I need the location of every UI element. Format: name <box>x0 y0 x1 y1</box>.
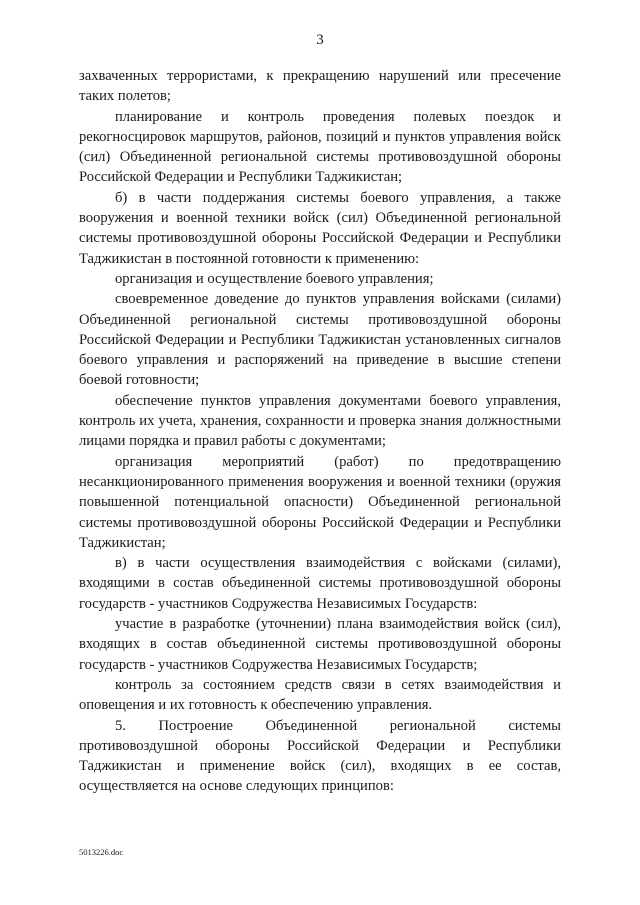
paragraph: организация мероприятий (работ) по предотвращению несанкционированного применения вооружения и военной техники (оружия повышенной потенциальной опасности) Объединенной региональной системы противовоздушной обороны Российской Федерации и Республики Таджикистан; <box>79 453 561 551</box>
paragraph: 5. Построение Объединенной региональной системы противовоздушной обороны Российской Федерации и Республики Таджикистан и применение войск (сил), входящих в ее состав, осуществляется на основе следующих принципов: <box>79 717 561 795</box>
paragraph: планирование и контроль проведения полевых поездок и рекогносцировок маршрутов, районов, позиций и пунктов управления войск (сил) Объединенной региональной системы противовоздушной обороны Российской Федерации и Республики Таджикистан; <box>79 108 561 186</box>
paragraph: б) в части поддержания системы боевого управления, а также вооружения и военной техники войск (сил) Объединенной региональной системы противовоздушной обороны Российской Федерации и Республики Таджикистан в постоянной готовности к применению: <box>79 189 561 267</box>
paragraph: своевременное доведение до пунктов управления войсками (силами) Объединенной региональной системы противовоздушной обороны Российской Федерации и Республики Таджикистан установленных сигналов боевого управления и распоряжений на приведение в высшие степени боевой готовности; <box>79 291 561 389</box>
paragraph: организация и осуществление боевого управления; <box>115 270 434 287</box>
paragraph: в) в части осуществления взаимодействия с войсками (силами), входящими в состав объединенной системы противовоздушной обороны государств - участников Содружества Независимых Государств: <box>79 555 561 612</box>
page-number: 3 <box>316 32 324 48</box>
file-reference: 5013226.doc <box>79 847 124 857</box>
paragraph: обеспечение пунктов управления документами боевого управления, контроль их учета, хранения, сохранности и проверка знания должностными лицами порядка и правил работы с документами; <box>79 392 561 450</box>
paragraph: контроль за состоянием средств связи в сетях взаимодействия и оповещения и их готовность к обеспечению управления. <box>79 676 561 714</box>
paragraph: участие в разработке (уточнении) плана взаимодействия войск (сил), входящих в состав объединенной системы противовоздушной обороны государств - участников Содружества Независимых Государств; <box>79 616 561 673</box>
paragraph: захваченных террористами, к прекращению нарушений или пресечение таких полетов; <box>79 68 561 105</box>
document-body <box>79 66 561 797</box>
